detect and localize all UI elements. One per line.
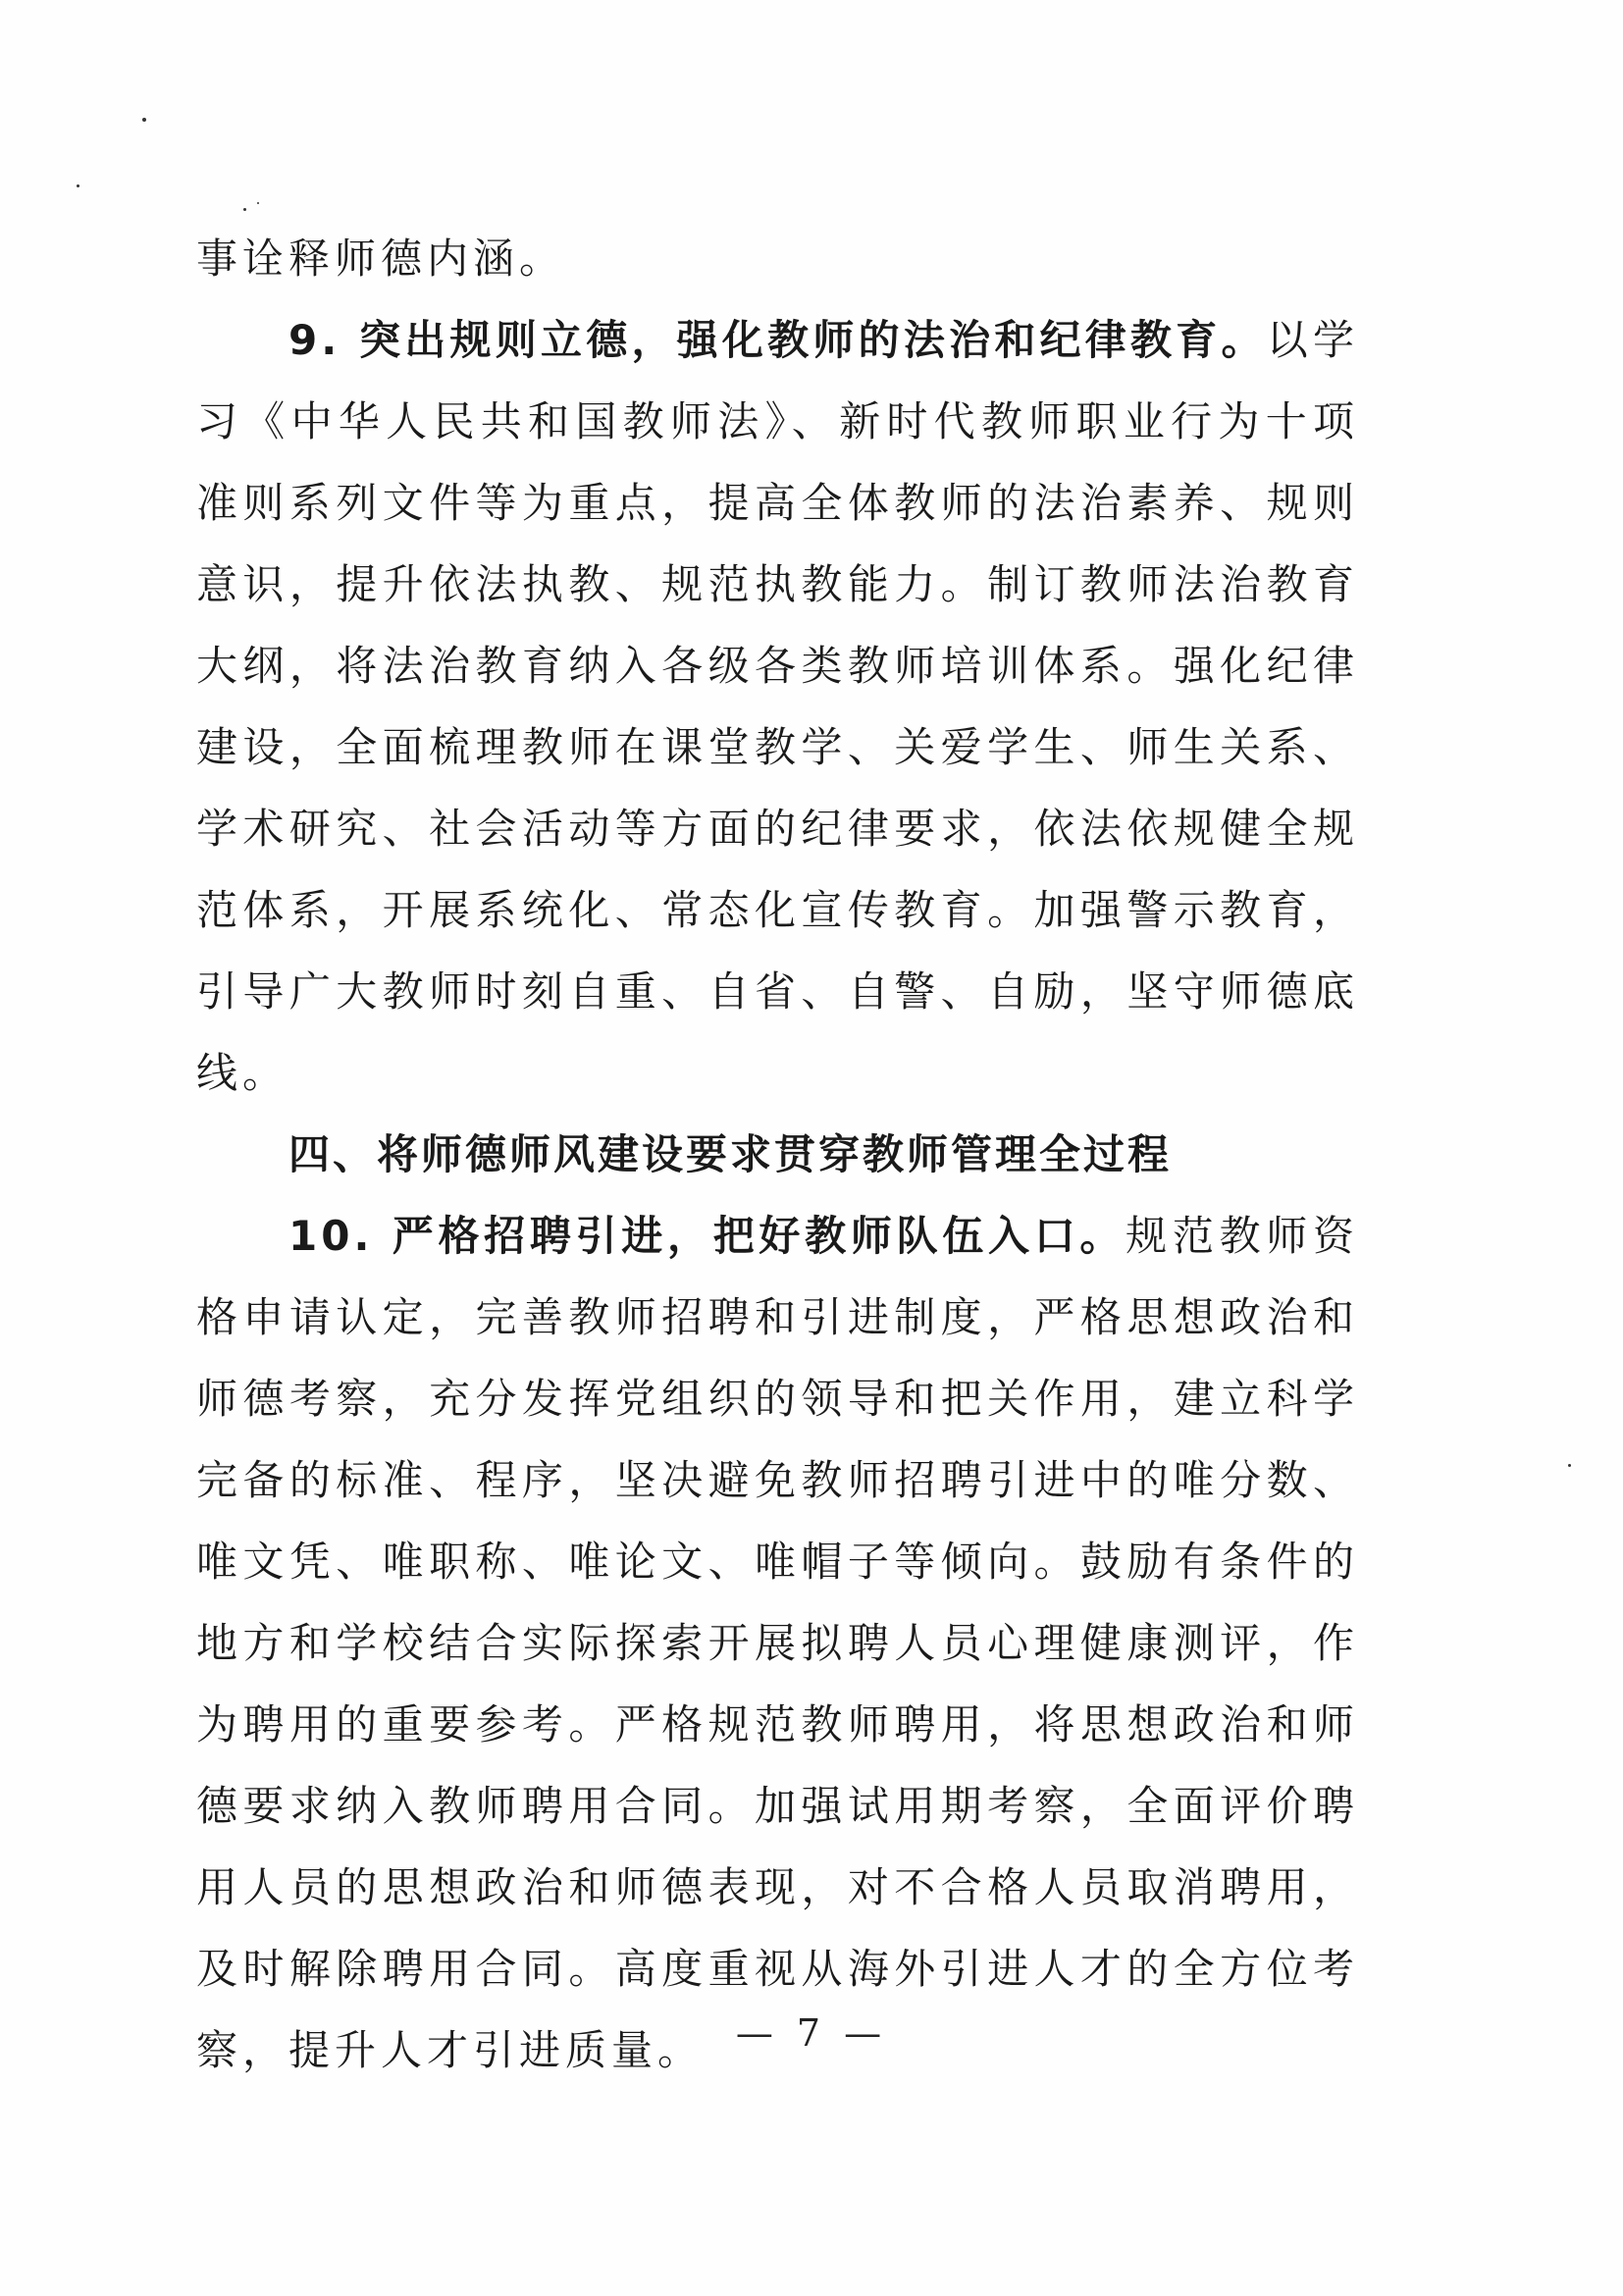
continuation-paragraph: 事诠释师德内涵。 [196, 235, 566, 283]
page-number: — 7 — [735, 2011, 888, 2055]
body-text [196, 218, 1359, 2091]
item-9-body: 以学习《中华人民共和国教师法》、新时代教师职业行为十项准则系列文件等为重点，提高全体教师的法治素养、规则意识，提升依法执教、规范执教能力。制订教师法治教育大纲，将法治教育纳入各级各类教师培训体系。强化纪律建设，全面梳理教师在课堂教学、关爱学生、师生关系、学术研究、社会活动等方面的纪律要求，依法依规健全规范体系，开展系统化、常态化宣传教育。加强警示教育，引导广大教师时刻自重、自省、自警、自励，坚守师德底线。 [196, 316, 1359, 1097]
item-10-body: 规范教师资格申请认定，完善教师招聘和引进制度，严格思想政治和师德考察，充分发挥党组织的领导和把关作用，建立科学完备的标准、程序，坚决避免教师招聘引进中的唯分数、唯文凭、唯职称、唯论文、唯帽子等倾向。鼓励有条件的地方和学校结合实际探索开展拟聘人员心理健康测评，作为聘用的重要参考。严格规范教师聘用，将思想政治和师德要求纳入教师聘用合同。加强试用期考察，全面评价聘用人员的思想政治和师德表现，对不合格人员取消聘用，及时解除聘用合同。高度重视从海外引进人才的全方位考察，提升人才引进质量。 [196, 1212, 1359, 2074]
item-9-lead: 9. 突出规则立德，强化教师的法治和纪律教育。 [288, 316, 1267, 364]
section-4-heading: 四、将师德师风建设要求贯穿教师管理全过程 [288, 1130, 1173, 1178]
item-9-paragraph [196, 299, 1359, 1114]
item-10-lead: 10. 严格招聘引进，把好教师队伍入口。 [288, 1212, 1126, 1260]
item-10-paragraph [196, 1195, 1359, 2091]
